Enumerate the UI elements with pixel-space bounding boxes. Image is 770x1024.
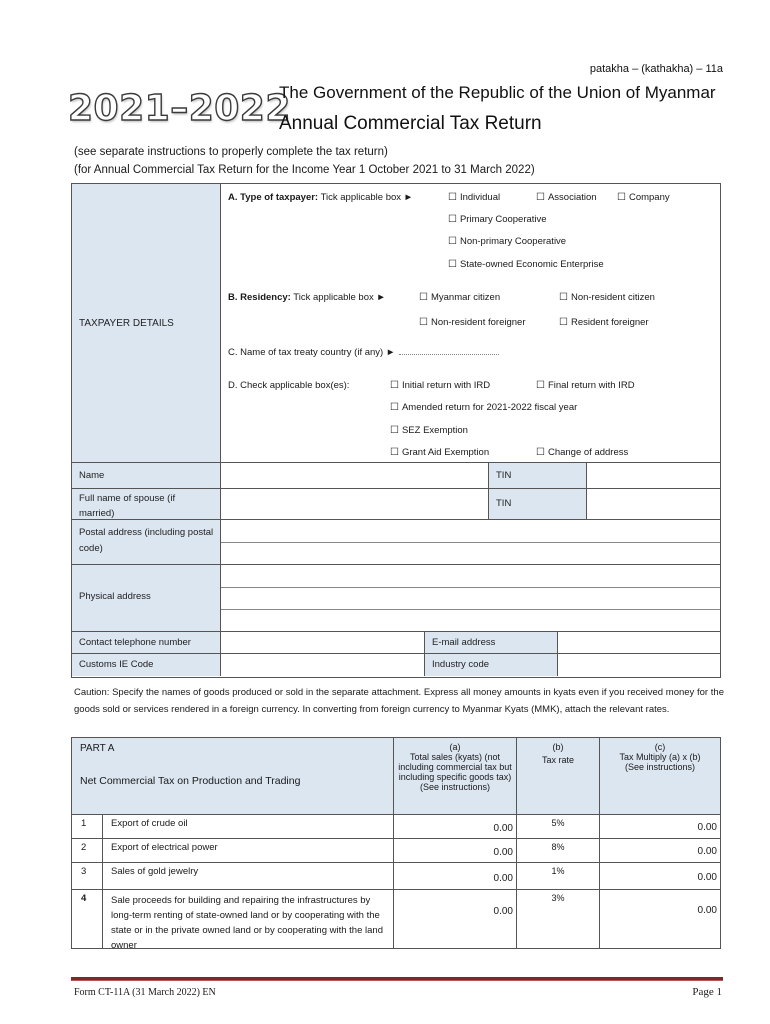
rate-cell [517,863,600,889]
column-a-label: Total sales (kyats) (not including commercial tax but including specific goods tax) [398,752,512,782]
sales-input[interactable] [394,815,517,838]
treaty-country-label: C. Name of tax treaty country (if any) ► [228,347,396,358]
taxpayer-type-label-bold: A. Type of taxpayer: [228,192,319,203]
document-title: Annual Commercial Tax Return [279,113,542,134]
table-row [72,815,720,839]
sales-input[interactable] [394,839,517,862]
tax-rate: 1% [551,866,565,876]
checkbox-sez-exemption[interactable]: ☐ SEZ Exemption [390,425,468,436]
column-b-key: (b) [552,742,564,752]
table-row [72,890,720,951]
email-label-cell [425,632,558,653]
column-a-note: (See instructions) [419,782,491,792]
tax-value-cell [600,863,720,889]
tax-value: 0.00 [697,905,717,916]
table-row [72,863,720,890]
taxpayer-details-label: TAXPAYER DETAILS [79,318,174,329]
column-c-key: (c) [654,742,666,752]
physical-address-input-3[interactable] [221,609,720,631]
checkbox-change-of-address[interactable]: ☐ Change of address [536,447,628,458]
tin-label-cell [489,463,587,488]
customs-label-cell [72,654,221,676]
column-b-header [517,738,600,814]
checkbox-myanmar-citizen[interactable]: ☐ Myanmar citizen [419,292,500,303]
customs-ie-code-input[interactable] [221,654,425,676]
residency-label-rest: Tick applicable box ► [290,292,386,303]
row-number: 2 [72,839,103,862]
rate-cell [517,815,600,838]
part-a-title-cell [72,738,394,814]
spouse-label: Full name of spouse (if married) [79,493,176,519]
checkbox-resident-foreigner[interactable]: ☐ Resident foreigner [559,317,649,328]
rate-cell [517,839,600,862]
contact-row [72,632,720,654]
phone-input[interactable] [221,632,425,653]
check-applicable-label: D. Check applicable box(es): [228,380,350,391]
taxpayer-info-table [71,463,721,678]
footer-page-number: Page 1 [692,986,722,998]
treaty-country-row [228,347,499,358]
income-year-note: (for Annual Commercial Tax Return for the Income Year 1 October 2021 to 31 March 2022) [74,164,535,176]
spouse-name-input[interactable] [221,489,489,519]
checkbox-non-resident-foreigner[interactable]: ☐ Non-resident foreigner [419,317,526,328]
spouse-row [72,489,720,520]
sales-input[interactable] [394,890,517,948]
checkbox-company[interactable]: ☐ Company [617,192,670,203]
part-a-table [71,737,721,949]
tax-value-cell [600,890,720,948]
column-c-note: (See instructions) [624,762,696,772]
checkbox-amended-return[interactable]: ☐ Amended return for 2021-2022 fiscal year [390,402,577,413]
physical-address-row [72,565,720,632]
tax-value-cell [600,815,720,838]
row-description: Sale proceeds for building and repairing the infrastructures by long-term renting of state-owned land or by cooperating with the state or in the private owned land or by cooperating with the land owner [103,890,394,948]
government-title: The Government of the Republic of the Union of Myanmar [279,83,716,102]
table-row [72,839,720,863]
name-label: Name [79,470,105,481]
physical-address-input-1[interactable] [221,565,720,587]
checkbox-primary-cooperative[interactable]: ☐ Primary Cooperative [448,214,547,225]
codes-row [72,654,720,676]
industry-code-label: Industry code [432,659,490,670]
tax-value: 0.00 [697,822,717,833]
instructions-note: (see separate instructions to properly complete the tax return) [74,146,388,158]
phone-label-cell [72,632,221,653]
phone-label: Contact telephone number [79,637,191,648]
sales-value: 0.00 [493,873,513,884]
checkbox-association[interactable]: ☐ Association [536,192,597,203]
treaty-country-input[interactable] [399,347,499,355]
industry-label-cell [425,654,558,676]
column-a-header [394,738,517,814]
email-input[interactable] [558,632,720,653]
checkbox-initial-return[interactable]: ☐ Initial return with IRD [390,380,490,391]
name-input[interactable] [221,463,489,488]
checkbox-final-return[interactable]: ☐ Final return with IRD [536,380,635,391]
checkbox-non-resident-citizen[interactable]: ☐ Non-resident citizen [559,292,655,303]
tax-rate: 5% [551,818,565,828]
caution-note: Caution: Specify the names of goods produced or sold in the separate attachment. Express all money amounts in kyats even if you received money for the goods sold or services rendered in a foreign currency. In converting from foreign currency to Myanmar Kyats (MMK), attach the relevant rates. [74,687,724,715]
spouse-tin-label: TIN [496,498,512,509]
postal-address-label: Postal address (including postal code) [79,527,214,554]
physical-address-input-2[interactable] [221,587,720,609]
taxpayer-type-label [228,192,413,203]
sales-value: 0.00 [493,906,513,917]
taxpayer-type-label-rest: Tick applicable box ► [318,192,414,203]
physical-address-label: Physical address [79,591,151,602]
tin-input[interactable] [587,463,720,488]
tax-value: 0.00 [697,872,717,883]
footer-divider [71,977,723,981]
tax-value: 0.00 [697,846,717,857]
row-number: 1 [72,815,103,838]
spouse-tin-label-cell [489,489,587,519]
part-a-header [72,738,720,815]
tax-value-cell [600,839,720,862]
row-number: 4 [72,890,103,948]
taxpayer-details-section [71,183,721,463]
form-code: patakha – (kathakha) – 11a [589,63,723,75]
row-number: 3 [72,863,103,889]
residency-label-bold: B. Residency: [228,292,291,303]
footer-form-id: Form CT-11A (31 March 2022) EN [74,987,216,998]
industry-code-input[interactable] [558,654,720,676]
rate-cell [517,890,600,948]
postal-address-row [72,520,720,565]
name-label-cell [72,463,221,488]
physical-label-cell [72,565,221,631]
row-description: Export of electrical power [103,839,394,862]
spouse-label-cell [72,489,221,519]
part-a-title: PART A [80,743,115,754]
taxpayer-details-label-cell [72,184,221,462]
column-c-header [600,738,720,814]
tax-rate: 8% [551,842,565,852]
sales-value: 0.00 [493,823,513,834]
part-a-body [72,815,720,951]
checkbox-individual[interactable]: ☐ Individual [448,192,500,203]
part-a-subtitle: Net Commercial Tax on Production and Trading [80,775,301,787]
sales-input[interactable] [394,863,517,889]
postal-address-input-2[interactable] [221,542,720,564]
row-description: Export of crude oil [103,815,394,838]
sales-value: 0.00 [493,847,513,858]
column-a-key: (a) [449,742,461,752]
checkbox-grant-aid-exemption[interactable]: ☐ Grant Aid Exemption [390,447,489,458]
email-label: E-mail address [432,637,496,648]
postal-label-cell [72,520,221,564]
checkbox-non-primary-cooperative[interactable]: ☐ Non-primary Cooperative [448,236,566,247]
postal-address-input-1[interactable] [221,520,720,542]
column-c-label: Tax Multiply (a) x (b) [619,752,701,762]
year-range-heading: 2021–2022 [68,88,291,129]
column-b-label: Tax rate [541,755,574,765]
tax-rate: 3% [551,893,565,903]
spouse-tin-input[interactable] [587,489,720,519]
checkbox-state-owned-enterprise[interactable]: ☐ State-owned Economic Enterprise [448,259,604,270]
tin-label: TIN [496,470,512,481]
customs-ie-code-label: Customs IE Code [79,659,154,670]
row-description: Sales of gold jewelry [103,863,394,889]
residency-label [228,292,386,303]
name-row [72,463,720,489]
